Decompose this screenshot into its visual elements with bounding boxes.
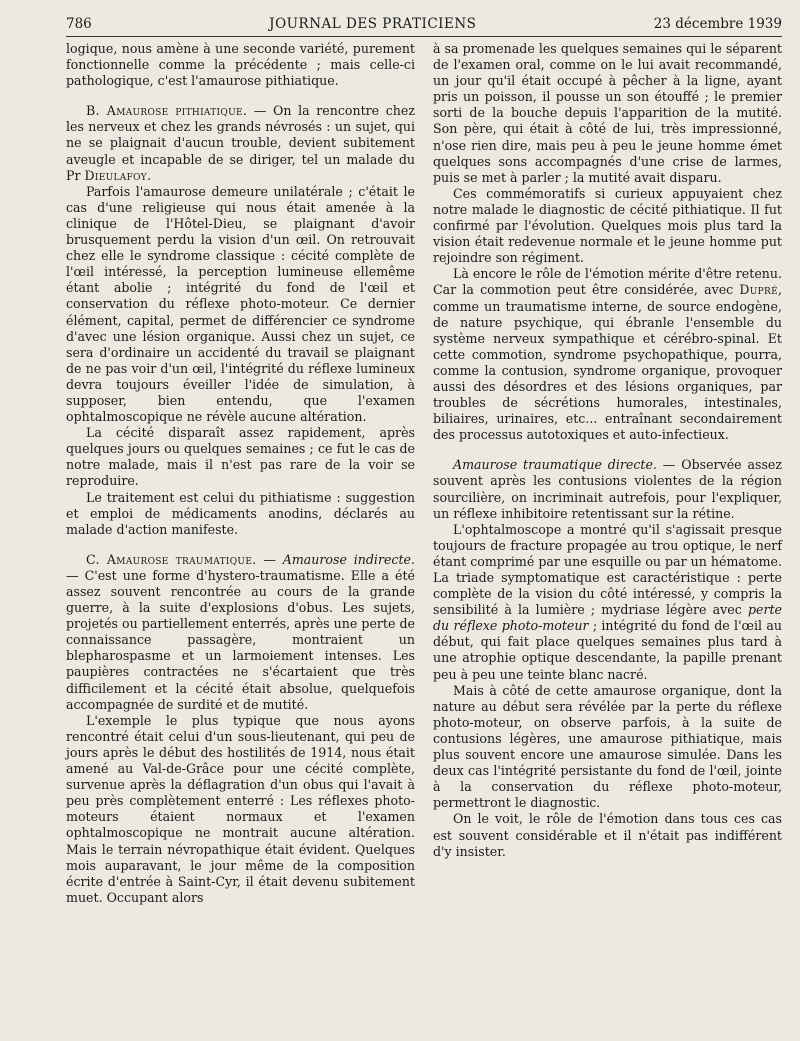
subsection-title: Amaurose traumatique directe. [453, 457, 657, 473]
running-header [66, 14, 782, 34]
punct: . [147, 167, 152, 183]
paragraph [433, 522, 782, 683]
text-columns [66, 41, 782, 906]
page-number: 786 [66, 16, 92, 32]
section-text: — Observée assez souvent après les contusions violentes de la région sourcilière, on incriminait autrefois, pour l'expliquer, un réflexe inhibitoire retentissant sur la rétine. [433, 457, 782, 521]
text-run: ; intégrité du fond de l'œil au début, qui fait place quelques semaines plus tard à une atrophie optique descendante, la papille prenant peu à peu une teinte blanc nacré. [433, 618, 782, 682]
section-text: — C'est une forme d'hystero-traumatisme. Elle a été assez souvent rencontrée au cours de la grande guerre, à la suite d'explosions d'obus. Les sujets, projetés ou partiellement enterrés, après une perte de connaissance passagère, montraient un blepharospasme et un larmoiement intenses. Les paupières contractées ne s'écartaient que très difficilement et la cécité était absolue, quelquefois accompagnée de surdité et de mutité. [66, 567, 415, 712]
emphasis: perte du réflexe photo-moteur [433, 602, 782, 634]
paragraph: La cécité disparaît assez rapidement, après quelques jours ou quelques semaines ; ce fut le cas de notre malade, mais il n'est pas rare de la voir se reproduire. [66, 425, 415, 489]
paragraph [433, 266, 782, 443]
author-name: Dieulafoy [84, 167, 148, 183]
section-heading: B. Amaurose pithiatique. [86, 103, 248, 119]
dash: — [256, 551, 283, 567]
section-heading: C. Amaurose traumatique. [86, 551, 257, 567]
paragraph: L'exemple le plus typique que nous ayons rencontré était celui d'un sous-lieutenant, qui peu de jours après le début des hostilités de 1914, nous était amené au Val-de-Grâce pour une cécité complète, survenue après la déflagration d'un obus qui l'avait à peu près complètement enterré : Les réflexes photo-moteurs étaient normaux et l'examen ophtalmoscopique ne montrait aucune altération. Mais le terrain névropathique était évident. Quelques mois auparavant, le jour même de la composition écrite d'entrée à Saint-Cyr, il était devenu subitement muet. Occupant alors [66, 712, 415, 905]
paragraph: logique, nous amène à une seconde variété, purement fonctionnelle comme la précédente ; mais celle-ci pathologique, c'est l'amaurose pithiatique. [66, 41, 415, 89]
section-b [66, 103, 415, 183]
right-column [433, 41, 782, 906]
left-column [66, 41, 415, 906]
section-direct [433, 457, 782, 521]
subsection-title: Amaurose indirecte. [282, 551, 415, 567]
issue-date: 23 décembre 1939 [653, 16, 782, 32]
journal-title: JOURNAL DES PRATICIENS [269, 16, 477, 32]
header-rule [66, 36, 782, 37]
paragraph: Ces commémoratifs si curieux appuyaient chez notre malade le diagnostic de cécité pithiatique. Il fut confirmé par l'évolution. Quelques mois plus tard la vision était redevenue normale et le jeune homme put rejoindre son régiment. [433, 185, 782, 266]
text-run: Là encore le rôle de l'émotion mérite d'être retenu. Car la commotion peut être considérée, avec [433, 266, 782, 298]
paragraph: On le voit, le rôle de l'émotion dans tous ces cas est souvent considérable et il n'était pas indifférent d'y insister. [433, 811, 782, 859]
section-text: — On la rencontre chez les nerveux et chez les grands névrosés : un sujet, qui ne se plaignait d'aucun trouble, devient subitement aveugle et incapable de se diriger, tel un malade du Pr [66, 103, 415, 183]
paragraph: Parfois l'amaurose demeure unilatérale ; c'était le cas d'une religieuse qui nous était amenée à la clinique de l'Hôtel-Dieu, se plaignant d'avoir brusquement perdu la vision d'un œil. On retrouvait chez elle le syndrome classique : cécité complète de l'œil intéressé, la perception lumineuse ellemême étant abolie ; intégrité du fond de l'œil et conservation du réflexe photo-moteur. Ce dernier élément, capital, permet de différencier ce syndrome d'avec une lésion organique. Aussi chez un sujet, ce sera d'ordinaire un accidenté du travail se plaignant de ne pas voir d'un œil, l'intégrité du réflexe lumineux devra toujours éveiller l'idée de simulation, à supposer, bien entendu, que l'examen ophtalmoscopique ne révèle aucune altération. [66, 183, 415, 425]
text-run: , comme un traumatisme interne, de source endogène, de nature psychique, qui ébranle l'ensemble du système nerveux sympathique et cérébro-spinal. Et cette commotion, syndrome psychopathique, pourra, comme la contusion, syndrome organique, provoquer aussi des désordres et des lésions organiques, par troubles de sécrétions humorales, intestinales, biliaires, urinaires, etc... entraînant secondairement des processus autotoxiques et auto-infectieux. [433, 282, 782, 443]
author-name: Dupré [739, 282, 778, 298]
paragraph: Le traitement est celui du pithiatisme : suggestion et emploi de médicaments anodins, déclarés au malade d'action manifeste. [66, 489, 415, 537]
paragraph: Mais à côté de cette amaurose organique, dont la nature au début sera révélée par la perte du réflexe photo-moteur, on observe parfois, à la suite de contusions légères, une amaurose pithiatique, mais plus souvent encore une amaurose simulée. Dans les deux cas l'intégrité persistante du fond de l'œil, jointe à la conservation du réflexe photo-moteur, permettront le diagnostic. [433, 682, 782, 811]
paragraph: à sa promenade les quelques semaines qui le séparent de l'examen oral, comme on le lui avait recommandé, un jour qu'il était occupé à pêcher à la ligne, ayant pris un poisson, il pousse un son étouffé ; le premier sorti de la bouche depuis l'apparition de la mutité. Son père, qui était à côté de lui, très impressionné, n'ose rien dire, mais peu à peu le jeune homme émet quelques sons accompagnés d'une crise de larmes, puis se met à parler ; la mutité avait disparu. [433, 41, 782, 185]
section-c [66, 552, 415, 713]
text-run: L'ophtalmoscope a montré qu'il s'agissait presque toujours de fracture propagée au trou optique, le nerf étant comprimé par une esquille ou par un hématome. La triade symptomatique est caractéristique : perte complète de la vision du côté intéressé, y compris la sensibilité à la lumière ; mydriase légère avec [433, 521, 782, 618]
